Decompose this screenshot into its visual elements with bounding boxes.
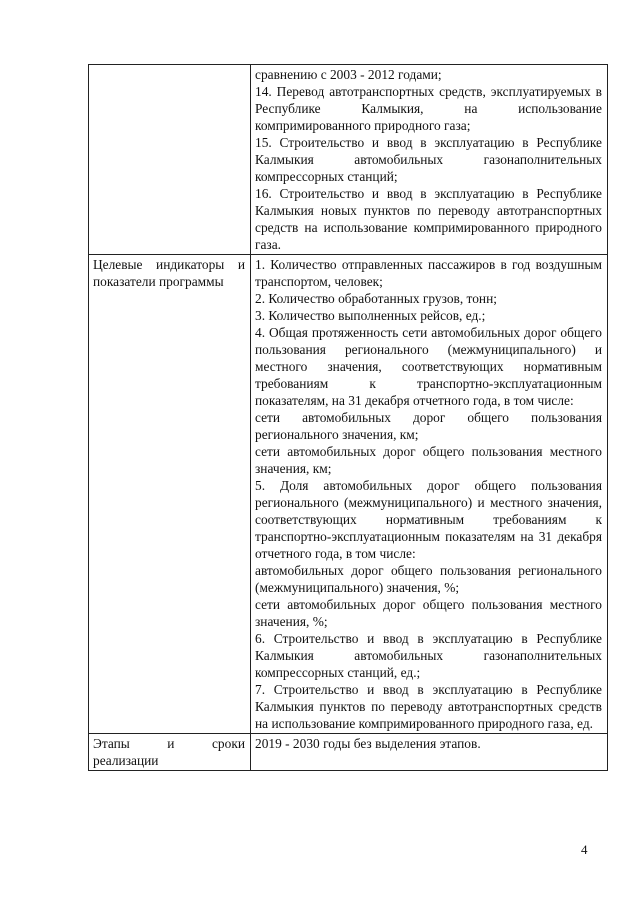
list-item: 2. Количество обработанных грузов, тонн; [255, 291, 497, 306]
page-number: 4 [581, 842, 588, 857]
row-content-cell [251, 65, 608, 255]
list-item: 4. Общая протяженность сети автомобильных дорог общего пользования регионального (межмуниципального) и местного значения, соответствующих нормативным требованиям к транспортно-эксплуатационным показателям, на 31 декабря отчетного года, в том числе: [255, 325, 602, 408]
list-item: сети автомобильных дорог общего пользования местного значения, %; [255, 597, 602, 629]
list-item: 3. Количество выполненных рейсов, ед.; [255, 308, 486, 323]
list-item: 7. Строительство и ввод в эксплуатацию в Республике Калмыкия пунктов по переводу автотранспортных средств на использование компримированного природного газа, ед. [255, 682, 602, 731]
list-item: 6. Строительство и ввод в эксплуатацию в Республике Калмыкия автомобильных газонаполнительных компрессорных станций, ед.; [255, 631, 602, 680]
list-item: 2019 - 2030 годы без выделения этапов. [255, 736, 481, 751]
table-row [89, 255, 608, 734]
row-label: Целевые индикаторы и показатели программы [93, 257, 245, 289]
list-item: автомобильных дорог общего пользования регионального (межмуниципального) значения, %; [255, 563, 602, 595]
list-item: 16. Строительство и ввод в эксплуатацию в Республике Калмыкия новых пунктов по переводу автотранспортных средств на использование компримированного природного газа. [255, 186, 602, 252]
program-passport-table [88, 64, 608, 771]
row-content-cell [251, 255, 608, 734]
list-item: 1. Количество отправленных пассажиров в год воздушным транспортом, человек; [255, 257, 602, 289]
row-content-cell [251, 734, 608, 771]
list-item: 14. Перевод автотранспортных средств, эксплуатируемых в Республике Калмыкия, на использование компримированного природного газа; [255, 84, 602, 133]
row-label-cell [89, 65, 251, 255]
list-item: сравнению с 2003 - 2012 годами; [255, 67, 442, 82]
list-item: сети автомобильных дорог общего пользования местного значения, км; [255, 444, 602, 476]
table-row [89, 734, 608, 771]
row-label-cell [89, 255, 251, 734]
row-label: Этапы и сроки реализации [93, 736, 245, 768]
row-label-cell [89, 734, 251, 771]
list-item: 15. Строительство и ввод в эксплуатацию в Республике Калмыкия автомобильных газонаполнительных компрессорных станций; [255, 135, 602, 184]
table-row [89, 65, 608, 255]
list-item: сети автомобильных дорог общего пользования регионального значения, км; [255, 410, 602, 442]
list-item: 5. Доля автомобильных дорог общего пользования регионального (межмуниципального) и местного значения, соответствующих нормативным требованиям к транспортно-эксплуатационным показателям на 31 декабря отчетного года, в том числе: [255, 478, 602, 561]
